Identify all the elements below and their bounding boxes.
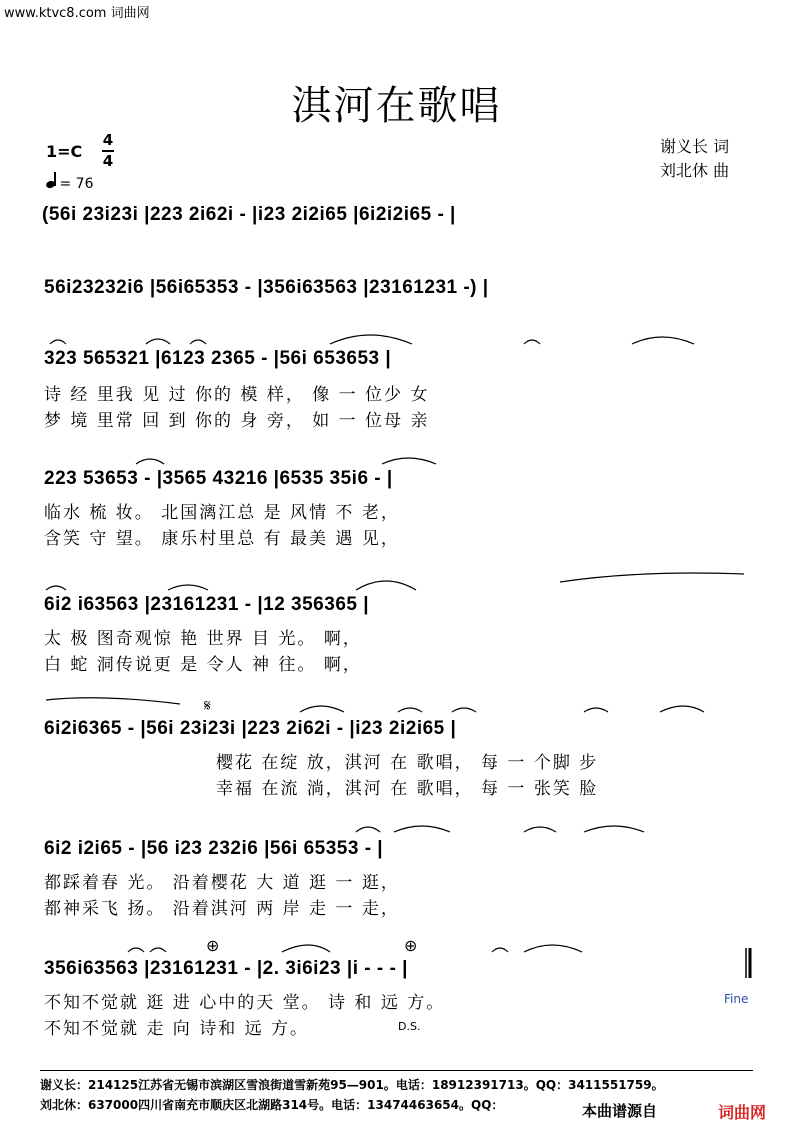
source-label: 本曲谱源自 xyxy=(582,1102,658,1120)
score-row-8: 356i63563 |23161231 - |2. 3i6i23 |i - - - | xyxy=(44,958,408,979)
lyric-row-5-verse-1: 太 极 图奇观惊 艳 世界 目 光。 啊， xyxy=(44,629,362,649)
lyric-row-7-verse-2: 都神采飞 扬。 沿着淇河 两 岸 走 一 走， xyxy=(44,899,400,919)
watermark-url: www.ktvc8.com 词曲网 xyxy=(4,6,150,21)
time-signature-top: 4 xyxy=(102,131,114,149)
score-row-4: 223 53653 - |3565 43216 |6535 35i6 - | xyxy=(44,468,393,489)
tempo-marking: = 76 xyxy=(46,176,94,192)
key-signature: 1=C xyxy=(46,142,83,161)
lyric-row-8-verse-2: 不知不觉就 走 向 诗和 远 方。 xyxy=(44,1019,310,1039)
footer-contact-lyricist: 谢义长：214125江苏省无锡市滨湖区雪浪街道雪新苑95—901。电话：18912391713。QQ：3411551759。 xyxy=(40,1078,664,1092)
lyric-row-4-verse-2: 含笑 守 望。 康乐村里总 有 最美 遇 见， xyxy=(44,529,400,549)
score-row-2: 56i23232i6 |56i65353 - |356i63563 |23161231 -) | xyxy=(44,277,489,298)
time-signature-bottom: 4 xyxy=(102,152,114,170)
lyric-row-6-verse-1: 樱花 在绽 放，淇河 在 歌唱， 每 一 个脚 步 xyxy=(216,753,599,773)
coda-icon-2: ⊕ xyxy=(404,936,418,955)
score-row-7: 6i2 i2i65 - |56 i23 232i6 |56i 65353 - | xyxy=(44,838,384,859)
lyric-row-8-verse-1: 不知不觉就 逛 进 心中的天 堂。 诗 和 远 方。 xyxy=(44,993,446,1013)
ds-marking: D.S. xyxy=(398,1020,421,1033)
composer-credit: 刘北休 曲 xyxy=(660,161,730,180)
lyric-row-7-verse-1: 都踩着春 光。 沿着樱花 大 道 逛 一 逛， xyxy=(44,873,400,893)
lyricist-credit: 谢义长 词 xyxy=(660,137,730,156)
coda-icon: ⊕ xyxy=(206,936,220,955)
lyric-row-4-verse-1: 临水 梳 妆。 北国漓江总 是 风情 不 老， xyxy=(44,503,400,523)
score-row-1: (56i 23i23i |223 2i62i - |i23 2i2i65 |6i2i2i65 - | xyxy=(42,204,456,225)
footer-divider xyxy=(40,1070,753,1071)
segno-icon: 𝄋 xyxy=(204,696,211,715)
lyric-row-3-verse-1: 诗 经 里我 见 过 你的 模 样， 像 一 位少 女 xyxy=(44,385,430,405)
song-title: 淇河在歌唱 xyxy=(291,83,502,129)
footer-contact-composer: 刘北休：637000四川省南充市顺庆区北湖路314号。电话：13474463654。QQ： xyxy=(40,1098,504,1112)
score-row-5: 6i2 i63563 |23161231 - |12 356365 | xyxy=(44,594,370,615)
lyric-row-6-verse-2: 幸福 在流 淌，淇河 在 歌唱， 每 一 张笑 脸 xyxy=(216,779,599,799)
fine-marking: Fine xyxy=(724,992,749,1006)
site-logo[interactable]: 词曲网 xyxy=(718,1103,767,1122)
lyric-row-5-verse-2: 白 蛇 洞传说更 是 令人 神 往。 啊， xyxy=(44,655,362,675)
lyric-row-3-verse-2: 梦 境 里常 回 到 你的 身 旁， 如 一 位母 亲 xyxy=(44,411,430,431)
score-row-6: 6i2i6365 - |56i 23i23i |223 2i62i - |i23 2i2i65 | xyxy=(44,718,457,739)
score-row-3: 323 565321 |6123 2365 - |56i 653653 | xyxy=(44,348,392,369)
